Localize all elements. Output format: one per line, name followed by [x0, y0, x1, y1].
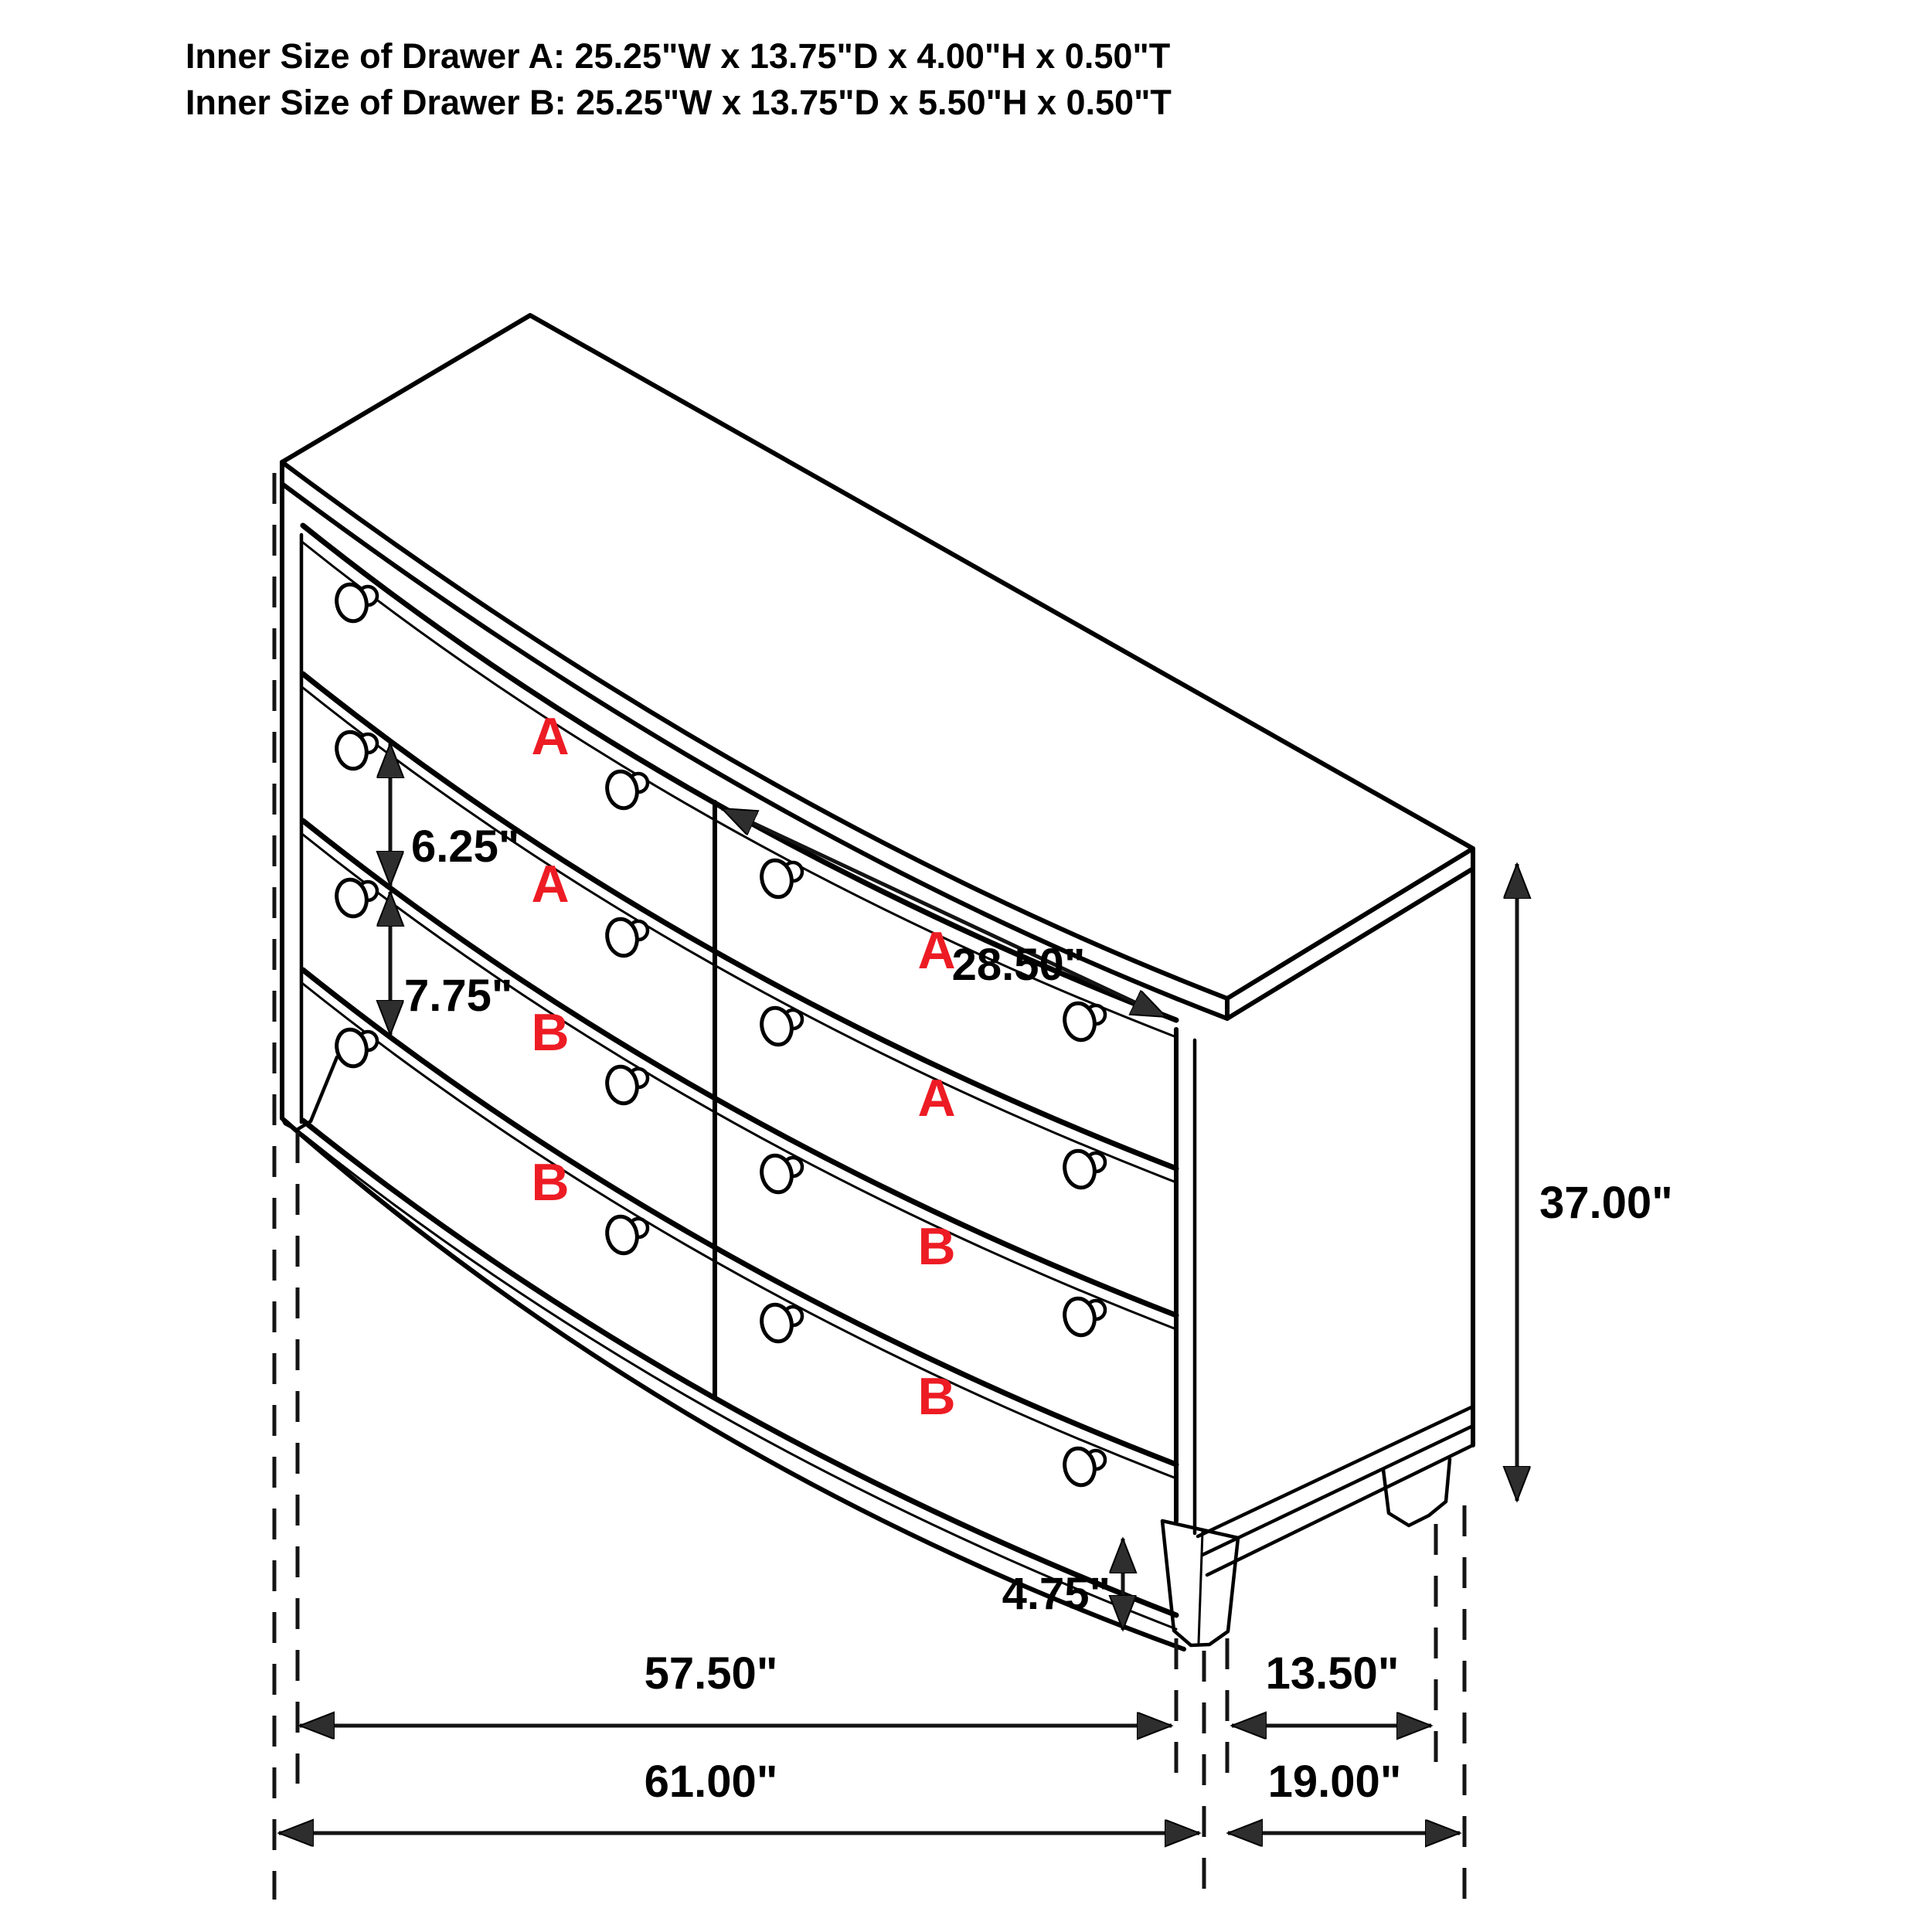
drawer-letter-left-3: B [531, 1003, 570, 1062]
knob [758, 1152, 802, 1196]
side-panel-bottom-rail-1 [1198, 1406, 1473, 1536]
bottom-drawer-edge [303, 1121, 1176, 1615]
dim-label-overall-width: 61.00" [644, 1757, 778, 1807]
dim-label-drawer-b-height: 7.75" [404, 971, 513, 1021]
dim-arrow-right-section-width [722, 808, 1166, 1017]
knob [1061, 1295, 1105, 1338]
title-line-2: Inner Size of Drawer B: 25.25"W x 13.75"D x 5.50"H x 0.50"T [185, 83, 1172, 122]
drawer-divider-3-reveal [303, 984, 1176, 1478]
drawer-letter-left-1: A [531, 707, 570, 766]
dresser-top-slab-edge-side [282, 462, 1473, 1019]
back-right-leg [1383, 1459, 1450, 1526]
drawer-letter-right-1: A [917, 921, 956, 980]
title-block [185, 36, 1172, 122]
knob [758, 857, 802, 900]
knob [758, 1005, 802, 1048]
dim-label-front-leg-span: 57.50" [644, 1648, 778, 1699]
dim-label-overall-height: 37.00" [1539, 1178, 1673, 1228]
knob [1061, 1445, 1105, 1488]
dresser-top-outline [282, 315, 1473, 998]
knob [333, 876, 377, 920]
front-left-leg [282, 1057, 337, 1130]
title-line-1: Inner Size of Drawer A: 25.25"W x 13.75"D x 4.00"H x 0.50"T [185, 36, 1171, 76]
dim-label-drawer-a-height: 6.25" [411, 821, 520, 872]
knob [604, 1063, 648, 1107]
dim-label-side-leg-span: 13.50" [1265, 1648, 1400, 1699]
knob [604, 916, 648, 959]
knob [604, 768, 648, 811]
dimension-annotations [274, 473, 1673, 1900]
dim-label-overall-depth: 19.00" [1267, 1757, 1402, 1807]
drawer-letter-left-4: B [531, 1153, 570, 1212]
knob [758, 1301, 802, 1345]
dim-label-leg-height: 4.75" [1002, 1569, 1111, 1619]
knob [333, 1026, 377, 1070]
drawer-letter-right-3: B [917, 1217, 956, 1276]
dim-label-right-section-width: 28.50" [951, 940, 1086, 990]
drawer-letters [531, 707, 955, 1426]
drawer-letter-left-2: A [531, 855, 570, 913]
knob [333, 581, 377, 624]
bottom-rail-reveal [303, 1134, 1176, 1629]
side-panel-bottom-rail-2 [1202, 1426, 1473, 1555]
knob [1061, 1000, 1105, 1043]
front-right-leg-corner [1199, 1532, 1202, 1643]
knob [333, 729, 377, 772]
knob [604, 1213, 648, 1257]
knob [1061, 1148, 1105, 1191]
drawer-letter-right-4: B [917, 1367, 956, 1426]
drawer-knobs [333, 581, 1105, 1488]
drawer-letter-right-2: A [917, 1069, 956, 1128]
